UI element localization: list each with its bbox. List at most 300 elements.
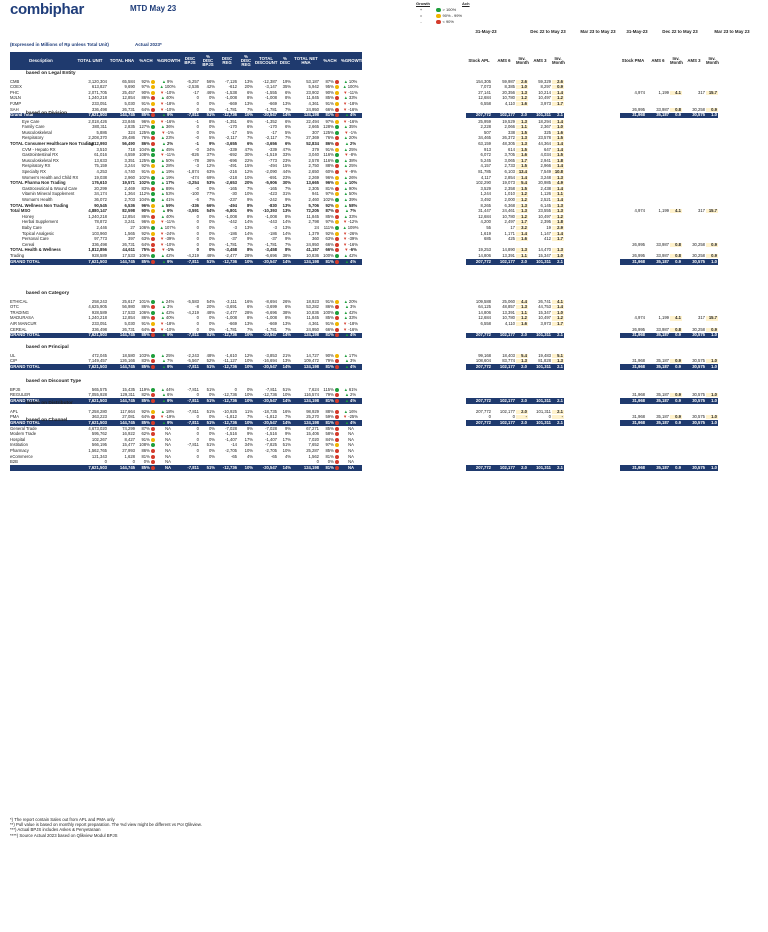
stock-cell: 31,968: [632, 112, 645, 118]
row-label: TOTAL Wellness Non Trading: [10, 202, 69, 208]
cell: [200, 449, 216, 453]
cell: [108, 421, 136, 425]
cell-value: 3,510: [96, 146, 107, 152]
stock-cell: 1.4: [552, 142, 564, 146]
status-dot-icon: [151, 164, 155, 168]
row-label: GRAND TOTAL: [10, 258, 41, 264]
cell-value: 81%: [325, 419, 334, 425]
cell-value: 22,494: [306, 118, 319, 124]
cell: [180, 359, 200, 363]
growth-up-icon: ▲: [343, 185, 348, 191]
cell-value: -3,656: [265, 141, 277, 147]
cell: [320, 421, 340, 425]
cell-value: -0: [195, 146, 199, 152]
cell: [216, 159, 238, 163]
cell: [292, 80, 320, 84]
cell-value: 10,836: [306, 253, 319, 259]
cell-value: -3,458: [225, 247, 237, 253]
cell: [180, 215, 200, 219]
growth-up-icon: ▲: [160, 174, 165, 180]
growth-up-icon: ▲: [161, 392, 167, 398]
cell-value: NA: [348, 425, 354, 431]
cell-value: 10%: [348, 78, 358, 84]
cell: [136, 365, 156, 369]
cell-value: 4,559: [124, 152, 135, 158]
cell: [72, 102, 108, 106]
cell-value: 60%: [325, 169, 334, 175]
cell: [340, 192, 362, 196]
cell: [216, 305, 238, 309]
cell: [254, 215, 278, 219]
cell-value: 96%: [325, 180, 334, 186]
stock-cell: 20,985: [538, 180, 551, 186]
cell: [200, 153, 216, 157]
cell-value: -7,811: [187, 442, 199, 448]
cell-value: 95%: [325, 84, 334, 90]
cell-value: 97,773: [94, 236, 107, 242]
row-label: TOTAL Pharma Non Trading: [10, 180, 66, 186]
cell: [320, 237, 340, 241]
stock-cell: 1.4: [552, 120, 564, 124]
cell: [200, 393, 216, 397]
cell: [72, 192, 108, 196]
cell: [156, 164, 180, 168]
stock-cell: 1.0: [706, 399, 718, 403]
cell-value: 64%: [141, 414, 150, 420]
cell: [320, 226, 340, 230]
status-dot-icon: [151, 192, 155, 196]
cell-value: 0%: [208, 247, 215, 253]
cell-value: 126,166: [119, 358, 135, 364]
row-label: CEREAL: [10, 326, 27, 332]
cell-value: 74,299: [122, 425, 135, 431]
cell-value: 85%: [325, 213, 334, 219]
stock-cell: 2.1: [552, 399, 564, 403]
cell: [156, 159, 180, 163]
growth-up-icon: ▲: [343, 146, 348, 152]
cell: [156, 443, 180, 447]
cell: [108, 187, 136, 191]
stock-row: [466, 321, 564, 327]
growth-down-icon: ▼: [343, 219, 348, 225]
cell: [340, 215, 362, 219]
cell-value: 5,886: [96, 129, 107, 135]
cell-value: -218: [228, 174, 237, 180]
cell: [180, 399, 200, 403]
stock-cell: 2.1: [552, 260, 564, 264]
cell: [340, 136, 362, 140]
cell-value: 40%: [165, 213, 175, 219]
cell-value: 51%: [206, 464, 215, 470]
cell-value: 85%: [141, 332, 150, 338]
cell-value: -6,696: [265, 253, 277, 259]
stock-cell: 2.1: [552, 466, 564, 470]
stock-cell: 30,258: [692, 326, 705, 332]
stock-cell: 1.4: [516, 232, 528, 236]
cell-value: 0: [196, 213, 199, 219]
cell: [278, 204, 292, 208]
cell: [278, 198, 292, 202]
cell: [72, 399, 108, 403]
cell-value: 0: [196, 241, 199, 247]
cell-value: 101%: [139, 298, 150, 304]
cell: [136, 136, 156, 140]
cell: [72, 148, 108, 152]
cell-value: 63%: [325, 236, 334, 242]
column-header: Inv. Month: [706, 55, 719, 65]
cell-value: -18%: [165, 321, 175, 327]
cell: [340, 96, 362, 100]
cell: [238, 96, 254, 100]
cell: [254, 159, 278, 163]
cell-value: -612: [228, 84, 237, 90]
column-header: TOTAL UNIT: [77, 57, 103, 63]
cell: [156, 176, 180, 180]
cell-value: 19%: [282, 78, 291, 84]
cell: [278, 316, 292, 320]
cell: [72, 220, 108, 224]
cell: [216, 102, 238, 106]
stock-cell: 0.9: [670, 113, 682, 117]
cell-value: 10%: [244, 112, 253, 118]
cell: [292, 232, 320, 236]
stock-cell: 35,187: [656, 358, 669, 364]
stock-cell: 0.9: [670, 415, 682, 419]
cell: [108, 220, 136, 224]
stock-cell: 35,187: [656, 258, 669, 264]
cell: [108, 192, 136, 196]
cell: [320, 153, 340, 157]
cell-value: 6%: [284, 118, 291, 124]
cell-value: 91%: [325, 321, 334, 327]
cell: [136, 322, 156, 326]
cell-value: 96%: [141, 118, 150, 124]
growth-up-icon: ▲: [160, 202, 165, 208]
cell: [72, 85, 108, 89]
stock-cell: 207,772: [475, 464, 491, 470]
cell-value: -2,477: [225, 253, 237, 259]
cell-value: 42%: [206, 84, 215, 90]
row-label: Institution: [10, 442, 28, 448]
stock-cell: 207,772: [475, 332, 491, 338]
cell: [292, 91, 320, 95]
cell-value: -18%: [348, 101, 358, 107]
stock-cell: 154,305: [475, 78, 491, 84]
cell: [340, 187, 362, 191]
cell-value: 63%: [141, 236, 150, 242]
row-label: CIP: [10, 358, 17, 364]
cell-value: 27,369: [306, 135, 319, 141]
cell-value: 52,834: [306, 141, 319, 147]
cell: [278, 254, 292, 258]
stock-cell: 35,187: [656, 397, 669, 403]
growth-up-icon: ▲: [160, 386, 165, 392]
cell-value: -1,008: [265, 95, 277, 101]
stock-cell: 27,141: [478, 89, 491, 95]
cell-value: -37: [230, 236, 237, 242]
growth-up-icon: ▲: [161, 332, 167, 338]
row-label: COEX: [10, 84, 22, 90]
cell-value: 86%: [325, 304, 334, 310]
cell: [136, 466, 156, 470]
growth-up-icon: ▲: [160, 213, 165, 219]
cell: [108, 415, 136, 419]
section-title: based on Discount Type: [26, 379, 82, 384]
cell-value: 0: [196, 436, 199, 442]
cell: [254, 80, 278, 84]
status-dot-icon: [151, 148, 155, 152]
cell-value: 16%: [348, 408, 358, 414]
cell: [216, 415, 238, 419]
cell-value: 7,652: [308, 442, 319, 448]
cell-value: -826: [190, 152, 199, 158]
column-header: Inv. Month: [670, 55, 683, 65]
cell: [292, 254, 320, 258]
cell: [320, 136, 340, 140]
cell-value: -6%: [349, 247, 357, 253]
cell: [292, 136, 320, 140]
cell: [72, 108, 108, 112]
cell: [238, 455, 254, 459]
cell: [216, 120, 238, 124]
cell-value: 79%: [325, 392, 334, 398]
growth-up-icon: ▲: [160, 298, 165, 304]
legend-ach-range: < 90%: [442, 19, 454, 24]
cell-value: -10,393: [262, 208, 277, 214]
stock-cell: 101,311: [536, 363, 551, 369]
stock-cell: 101,311: [536, 112, 551, 118]
cell: [254, 311, 278, 315]
company-logo: [10, 2, 84, 17]
column-header: %ACH: [139, 57, 153, 63]
cell-value: 13%: [244, 78, 253, 84]
cell-value: -12,736: [222, 332, 237, 338]
cell-value: 0%: [208, 101, 215, 107]
cell: [72, 209, 108, 213]
row-label: Trading: [10, 253, 25, 259]
cell: [180, 237, 200, 241]
stock-cell: 83,774: [502, 358, 515, 364]
row-label: TOTAL Consumer Healthcare Non Trading: [10, 141, 94, 147]
cell-value: 7%: [284, 185, 291, 191]
cell-value: 33%: [348, 95, 358, 101]
cell: [292, 333, 320, 337]
cell-value: 9%: [284, 197, 291, 203]
cell: [156, 254, 180, 258]
cell-value: -12,736: [222, 464, 237, 470]
stock-cell: 3,973: [540, 321, 551, 327]
cell: [320, 125, 340, 129]
cell: [216, 322, 238, 326]
cell: [340, 248, 362, 252]
cell: [136, 316, 156, 320]
cell: [200, 131, 216, 135]
cell-value: -19%: [165, 414, 175, 420]
cell-value: 85%: [141, 363, 150, 369]
cell: [340, 232, 362, 236]
cell: [320, 328, 340, 332]
cell-value: 1,240,218: [88, 213, 107, 219]
stock-cell: 2.1: [552, 365, 564, 369]
stock-cell: 18,294: [538, 118, 551, 124]
growth-up-icon: ▲: [343, 135, 348, 141]
cell-value: 115%: [323, 386, 334, 392]
cell-value: NA: [165, 431, 171, 437]
status-dot-icon: [151, 300, 155, 304]
stock-cell: 1.5: [516, 164, 528, 168]
cell-value: 92%: [325, 202, 334, 208]
cell: [136, 120, 156, 124]
cell: [72, 393, 108, 397]
cell-value: 14%: [282, 258, 291, 264]
stock-cell: 13,391: [502, 253, 515, 259]
cell: [156, 354, 180, 358]
growth-up-icon: ▲: [344, 358, 350, 364]
status-dot-icon: [335, 466, 339, 470]
cell-value: 38%: [282, 309, 291, 315]
stock-cell: 1.4: [552, 187, 564, 191]
cell-value: NA: [165, 448, 171, 454]
cell: [136, 187, 156, 191]
cell-value: 28%: [244, 253, 253, 259]
stock-cell: 4.1: [670, 91, 682, 95]
cell-value: 72,205: [306, 208, 319, 214]
stock-cell: 0.9: [670, 421, 682, 425]
cell: [320, 460, 340, 464]
stock-cell: 0.9: [706, 254, 718, 258]
stock-cell: 2,438: [540, 185, 551, 191]
cell-value: 9%: [167, 419, 174, 425]
stock-cell: 1.3: [516, 204, 528, 208]
status-dot-icon: [151, 96, 155, 100]
cell: [180, 192, 200, 196]
cell: [156, 170, 180, 174]
cell-value: 0%: [143, 459, 150, 465]
cell-value: 0%: [208, 106, 215, 112]
cell: [320, 131, 340, 135]
stock-cell: 26,995: [632, 106, 645, 112]
stock-cell: 507: [484, 129, 491, 135]
cell-value: 472,045: [91, 352, 107, 358]
status-dot-icon: [151, 305, 155, 309]
cell: [340, 455, 362, 459]
cell: [216, 432, 238, 436]
stock-cell: 3.2: [516, 226, 528, 230]
cell-value: 7,621,503: [88, 332, 107, 338]
cell-value: 85%: [141, 464, 150, 470]
cell: [292, 176, 320, 180]
cell: [320, 209, 340, 213]
cell: [156, 108, 180, 112]
cell: [238, 170, 254, 174]
cell: [278, 421, 292, 425]
growth-down-icon: ▼: [161, 247, 166, 253]
row-label: SAH: [10, 106, 19, 112]
stock-cell: 317: [698, 315, 705, 321]
stock-cell: 23,555: [538, 208, 551, 214]
status-dot-icon: [151, 91, 155, 95]
cell: [238, 333, 254, 337]
cell-value: 0%: [208, 392, 215, 398]
cell: [216, 85, 238, 89]
cell: [200, 215, 216, 219]
status-dot-icon: [151, 311, 155, 315]
cell-value: -494: [228, 202, 237, 208]
cell-value: 2%: [350, 141, 357, 147]
cell-value: 18,923: [306, 298, 319, 304]
stock-cell: 10,497: [538, 95, 551, 101]
cell-value: 7%: [246, 106, 253, 112]
stock-cell: 102,177: [499, 332, 515, 338]
period-label: Dec 22 to May 23: [662, 29, 698, 34]
cell: [320, 198, 340, 202]
stock-cell: 1.7: [552, 102, 564, 106]
cell-value: -12,736: [222, 392, 237, 398]
row-label: Eye Care: [22, 118, 40, 124]
cell-value: -2,705: [225, 448, 237, 454]
cell: [156, 215, 180, 219]
cell: [292, 181, 320, 185]
status-dot-icon: [335, 365, 339, 369]
cell: [238, 328, 254, 332]
cell-value: 24,950: [306, 241, 319, 247]
status-dot-icon: [151, 220, 155, 224]
cell-value: 106%: [139, 309, 150, 315]
row-label: GRAND TOTAL: [10, 332, 41, 338]
cell-value: 7%: [284, 106, 291, 112]
cell: [180, 102, 200, 106]
cell: [216, 96, 238, 100]
cell-value: 19%: [165, 174, 175, 180]
cell: [136, 438, 156, 442]
stock-cell: 2.0: [516, 113, 528, 117]
growth-down-icon: ▼: [160, 236, 165, 242]
status-dot-icon: [151, 102, 155, 106]
status-dot-icon: [151, 237, 155, 241]
cell: [156, 300, 180, 304]
cell-value: 23,902: [306, 89, 319, 95]
growth-up-icon: ▲: [343, 95, 348, 101]
cell: [136, 427, 156, 431]
legend: [416, 2, 508, 25]
status-dot-icon: [151, 131, 155, 135]
cell: [108, 198, 136, 202]
cell-value: 8%: [246, 202, 253, 208]
cell-value: 108%: [139, 442, 150, 448]
row-label: Hospital: [10, 436, 26, 442]
cell-value: -237: [228, 197, 237, 203]
cell: [156, 410, 180, 414]
cell-value: -18%: [348, 321, 358, 327]
cell: [180, 415, 200, 419]
cell-value: 14%: [282, 397, 291, 403]
cell-value: -442: [228, 219, 237, 225]
cell: [254, 427, 278, 431]
cell-value: 51%: [206, 397, 215, 403]
cell-value: 92%: [141, 408, 150, 414]
cell: [320, 427, 340, 431]
cell-value: 28%: [244, 309, 253, 315]
cell-value: 2,798: [308, 219, 319, 225]
cell: [292, 438, 320, 442]
stock-cell: 101,311: [536, 332, 551, 338]
cell-value: 31%: [282, 191, 291, 197]
cell: [340, 388, 362, 392]
stock-cell: 12,684: [478, 95, 491, 101]
cell: [320, 176, 340, 180]
stock-cell: 1.5: [516, 148, 528, 152]
cell: [238, 399, 254, 403]
